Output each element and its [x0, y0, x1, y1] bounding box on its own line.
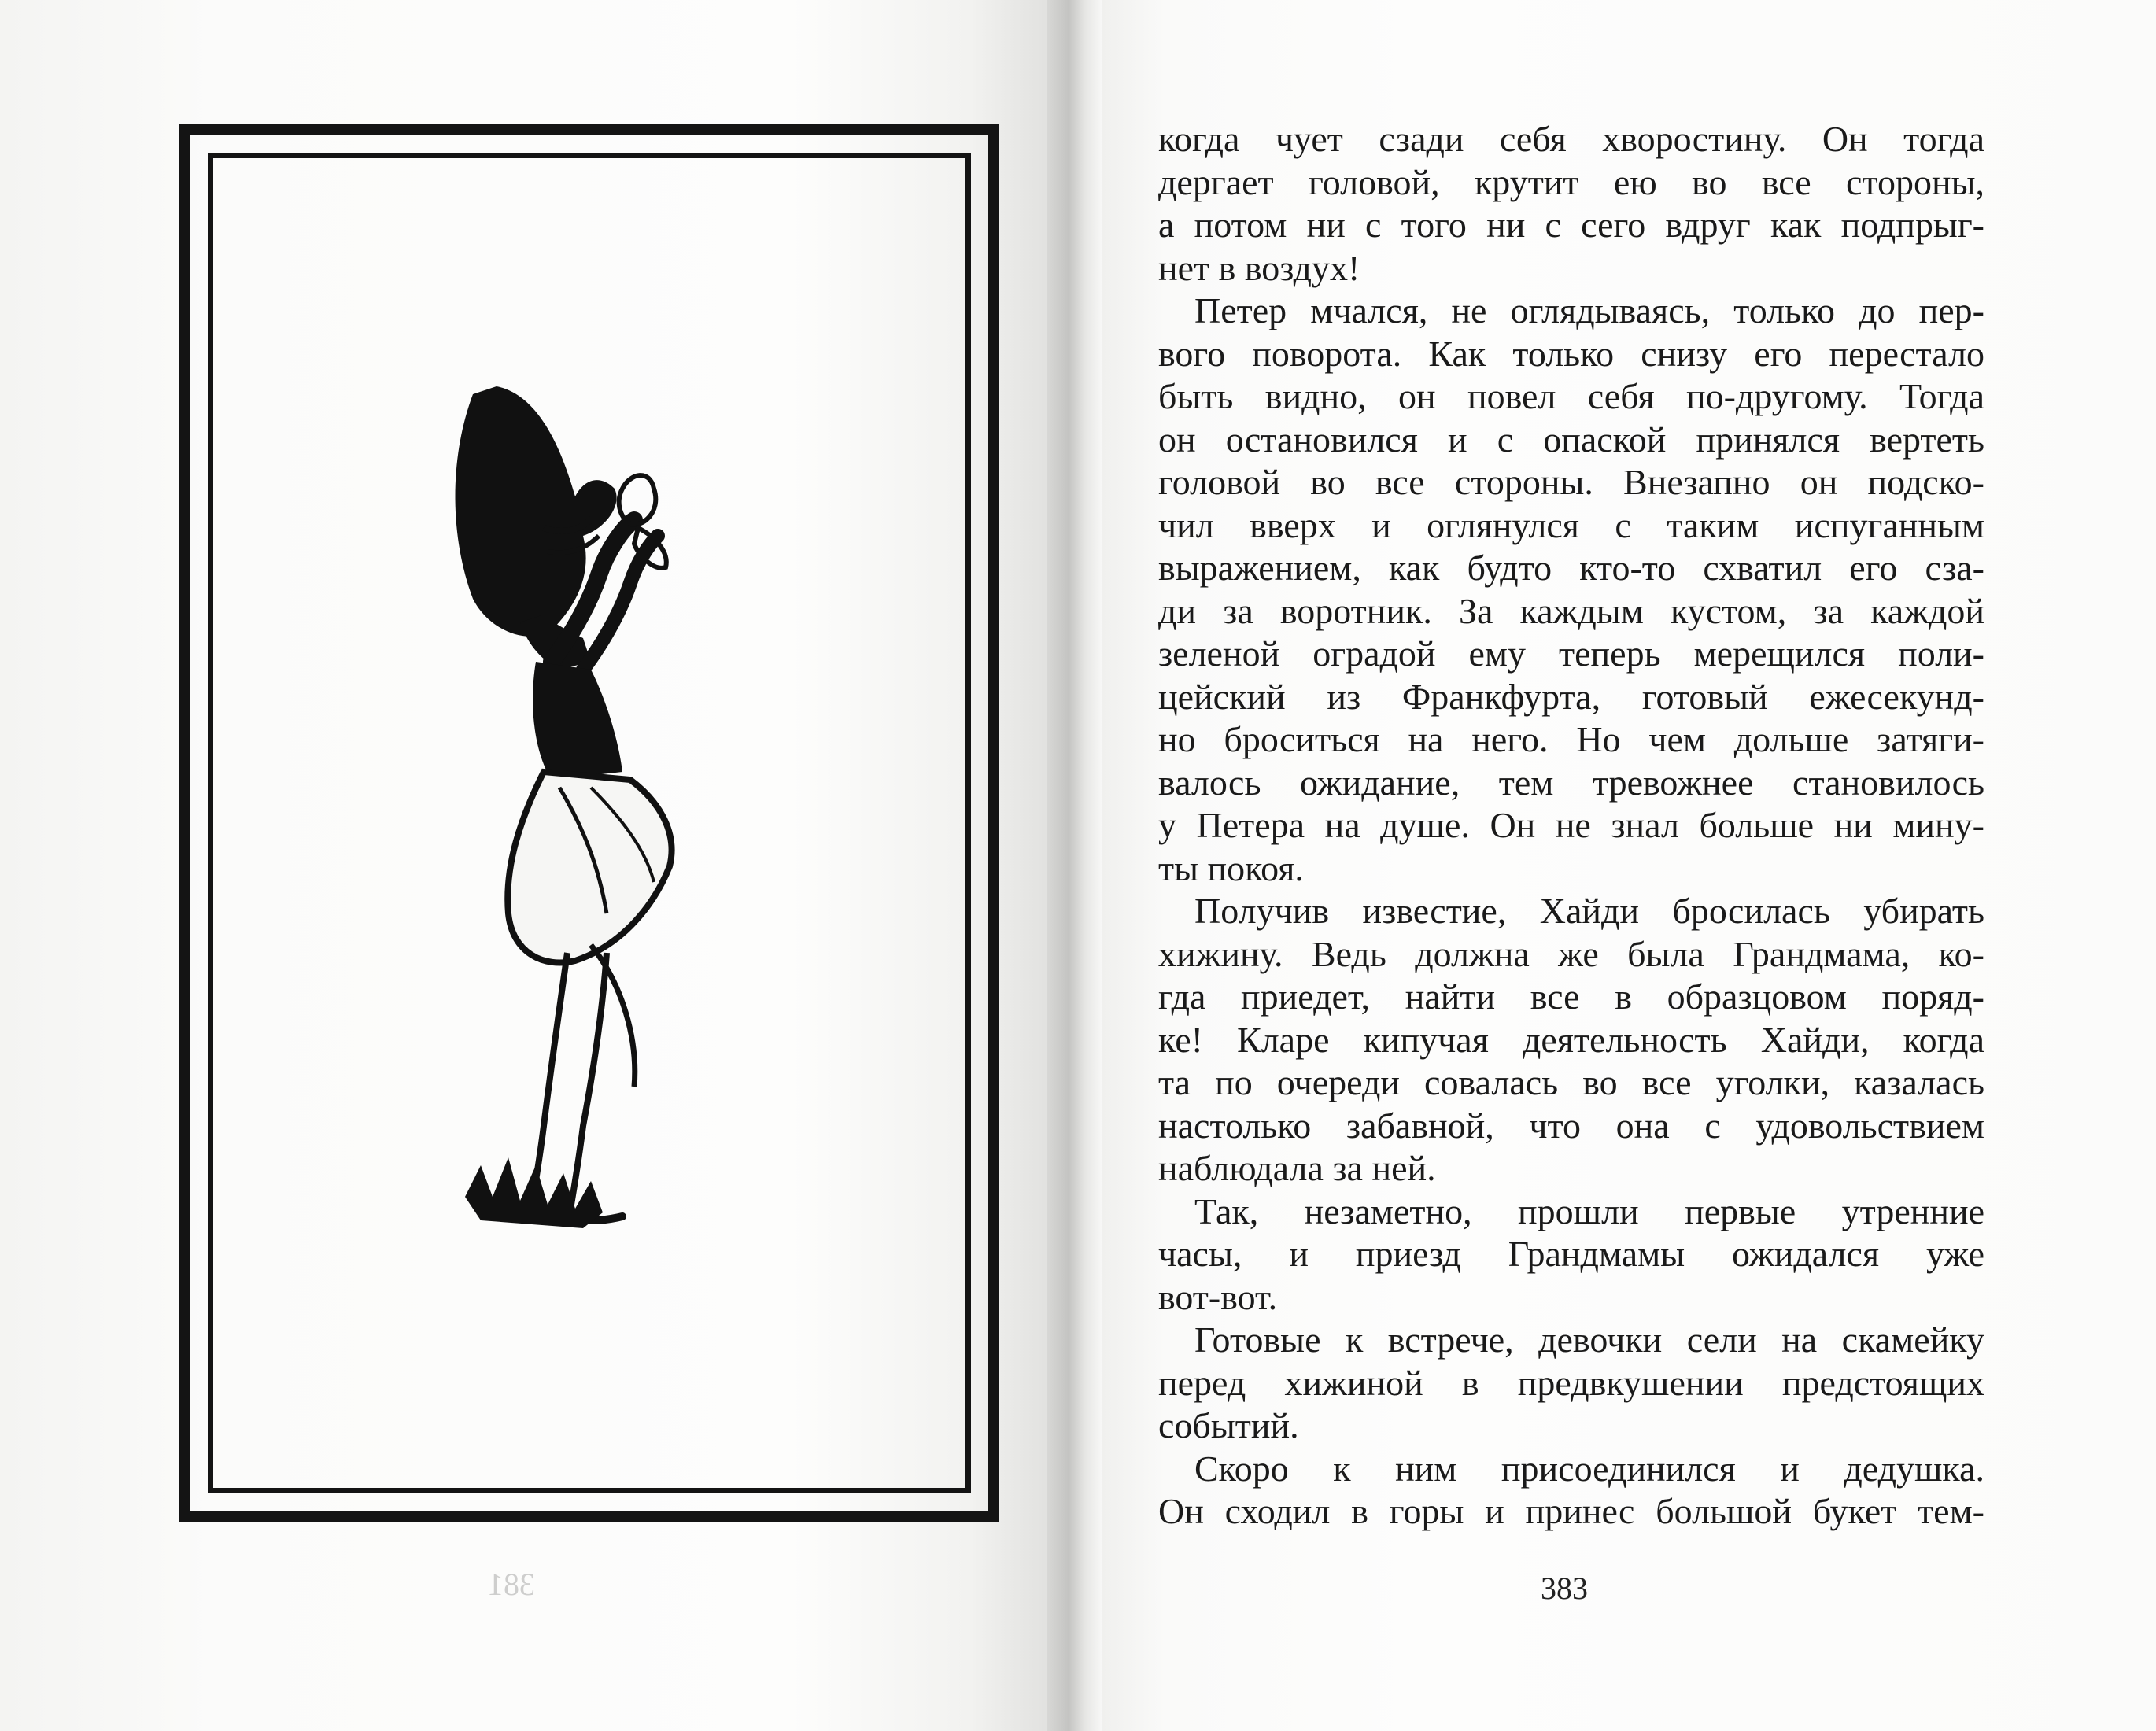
text-line: цейский из Франкфурта, готовый ежесекунд-	[1158, 676, 1984, 717]
girl-illustration	[213, 158, 971, 1493]
text-line: настолько забавной, что она с удовольствием	[1158, 1105, 1984, 1146]
text-line: ди за воротник. За каждым кустом, за каждой	[1158, 590, 1984, 631]
text-line: головой во все стороны. Внезапно он подско-	[1158, 462, 1984, 502]
left-page-number: 381	[488, 1567, 535, 1602]
text-line: когда чует сзади себя хворостину. Он тогда	[1158, 119, 1984, 159]
text-line: событий.	[1158, 1405, 1299, 1445]
text-line: быть видно, он повел себя по-другому. Тогда	[1158, 376, 1984, 416]
text-line: часы, и приезд Грандмамы ожидался уже	[1158, 1234, 1984, 1274]
text-line: Он сходил в горы и принес большой букет тем-	[1158, 1491, 1984, 1531]
text-line: перед хижиной в предвкушении предстоящих	[1158, 1362, 1984, 1403]
text-line: зеленой оградой ему теперь мерещился поли-	[1158, 633, 1984, 674]
text-line: Так, незаметно, прошли первые утренние	[1194, 1190, 1984, 1231]
text-line: нет в воздух!	[1158, 247, 1360, 288]
text-line: хижину. Ведь должна же была Грандмама, ко-	[1158, 933, 1984, 974]
text-line: у Петера на душе. Он не знал больше ни мину-	[1158, 805, 1984, 845]
right-page-number: 383	[1541, 1570, 1588, 1606]
text-line: Скоро к ним присоединился и дедушка.	[1194, 1448, 1984, 1489]
text-line: та по очереди совалась во все уголки, казалась	[1158, 1062, 1984, 1102]
illustration-inner-frame	[208, 153, 971, 1493]
text-line: валось ожидание, тем тревожнее становилось	[1158, 762, 1984, 803]
text-line: вого поворота. Как только снизу его перестало	[1158, 333, 1984, 374]
text-line: Получив известие, Хайди бросилась убирать	[1194, 891, 1984, 931]
text-line: дергает головой, крутит ею во все стороны,	[1158, 161, 1984, 202]
text-line: гда приедет, найти все в образцовом поряд-	[1158, 976, 1984, 1017]
book-gutter	[1047, 0, 1102, 1731]
right-page-text	[1158, 118, 1984, 1534]
text-line: но броситься на него. Но чем дольше затяги-	[1158, 719, 1984, 759]
text-line: ты покоя.	[1158, 847, 1304, 888]
text-line: наблюдала за ней.	[1158, 1148, 1436, 1188]
text-line: а потом ни с того ни с сего вдруг как подпрыг-	[1158, 205, 1984, 245]
text-line: Готовые к встрече, девочки сели на скамейку	[1194, 1319, 1984, 1360]
left-page	[0, 0, 1054, 1731]
text-line: он остановился и с опаской принялся вертеть	[1158, 419, 1984, 460]
illustration-frame	[179, 124, 999, 1522]
text-line: чил вверх и оглянулся с таким испуганным	[1158, 504, 1984, 545]
text-line: выражением, как будто кто-то схватил его сза-	[1158, 548, 1984, 588]
text-line: ке! Кларе кипучая деятельность Хайди, когда	[1158, 1019, 1984, 1060]
text-line: вот-вот.	[1158, 1276, 1278, 1317]
text-line: Петер мчался, не оглядываясь, только до пер-	[1194, 290, 1984, 330]
